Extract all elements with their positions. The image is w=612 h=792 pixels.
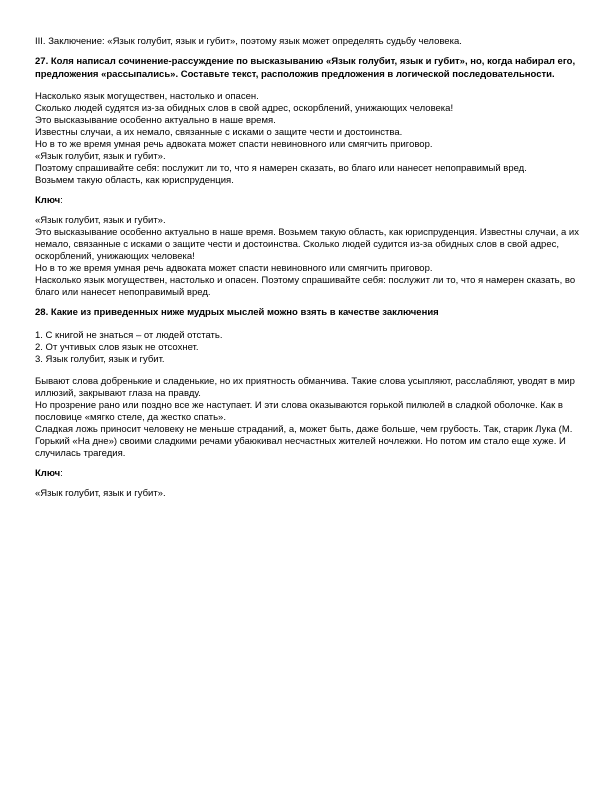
q28-option: 3. Язык голубит, язык и губит. bbox=[35, 353, 165, 365]
q28-text-paragraph: Бывают слова добренькие и сладенькие, но их приятность обманчива. Такие слова усыпляют, расслабляют, уводят в мир иллюзий, закрывают глаза на правду. bbox=[35, 375, 575, 399]
q28-text-paragraph: Но прозрение рано или поздно все же наступает. И эти слова оказываются горькой пилюлей в сладкой оболочке. Как в пословице «мягко стеле, да жестко спать». bbox=[35, 399, 563, 423]
q28-text-paragraph: Сладкая ложь приносит человеку не меньше страданий, а, может быть, даже больше, чем грубость. Так, старик Лука (М. Горький «На дне») своими сладкими речами убаюкивал несчастных жителей ночлежки. Но потом им стало еще хуже. И случилась трагедия. bbox=[35, 423, 573, 459]
q27-key-paragraph: Но в то же время умная речь адвоката может спасти невиновного или смягчить приговор. bbox=[35, 263, 433, 275]
q27-key-paragraph: «Язык голубит, язык и губит». bbox=[35, 215, 166, 227]
q27-key-paragraph: Это высказывание особенно актуально в наше время. Возьмем такую область, как юриспруденция. Известны случаи, а их немало, связанные с исками о защите чести и достоинства. Сколько людей судится из-за обидных слов в свой адрес, оскорблений, унижающих человека! bbox=[35, 227, 579, 263]
document-page bbox=[35, 36, 580, 500]
q27-sentence: Насколько язык могуществен, настолько и опасен. bbox=[35, 91, 259, 103]
question-27-key-heading bbox=[35, 195, 580, 207]
q28-option: 2. От учтивых слов язык не отсохнет. bbox=[35, 341, 199, 353]
key-colon: : bbox=[60, 195, 63, 207]
q27-sentence: Поэтому спрашивайте себя: послужит ли то, что я намерен сказать, во благо или нанесет непоправимый вред. bbox=[35, 163, 527, 175]
q27-sentence: Известны случаи, а их немало, связанные с исками о защите чести и достоинства. bbox=[35, 127, 403, 139]
q27-key-paragraph: Насколько язык могуществен, настолько и опасен. Поэтому спрашивайте себя: послужит ли то, что я намерен сказать, во благо или нанесет непоправимый вред. bbox=[35, 275, 576, 299]
question-28-options bbox=[35, 330, 580, 366]
intro-conclusion-line: III. Заключение: «Язык голубит, язык и губит», поэтому язык может определять судьбу человека. bbox=[35, 36, 462, 47]
q27-sentence: Сколько людей судятся из-за обидных слов в свой адрес, оскорблений, унижающих человека! bbox=[35, 103, 454, 115]
question-28-heading: 28. Какие из приведенных ниже мудрых мыслей можно взять в качестве заключения bbox=[35, 307, 439, 319]
q27-sentence: Возьмем такую область, как юриспруденция. bbox=[35, 175, 234, 187]
question-27-heading: 27. Коля написал сочинение-рассуждение по высказыванию «Язык голубит, язык и губит», но, когда набирал его, предложения «рассыпались». Составьте текст, расположив предложения в логической последовательности. bbox=[35, 56, 576, 80]
q27-sentence: Это высказывание особенно актуально в наше время. bbox=[35, 115, 276, 127]
key-colon: : bbox=[60, 467, 63, 479]
question-27-key-text bbox=[35, 215, 580, 299]
key-label: Ключ bbox=[35, 467, 61, 479]
q27-sentence: «Язык голубит, язык и губит». bbox=[35, 151, 166, 163]
key-label: Ключ bbox=[35, 195, 61, 207]
q27-sentence: Но в то же время умная речь адвоката может спасти невиновного или смягчить приговор. bbox=[35, 139, 433, 151]
question-28-key-answer: «Язык голубит, язык и губит». bbox=[35, 487, 166, 499]
question-28-text bbox=[35, 376, 580, 460]
question-28-key-heading bbox=[35, 468, 580, 480]
question-27-shuffled-sentences bbox=[35, 91, 580, 187]
q28-option: 1. С книгой не знаться – от людей отстать. bbox=[35, 329, 223, 341]
